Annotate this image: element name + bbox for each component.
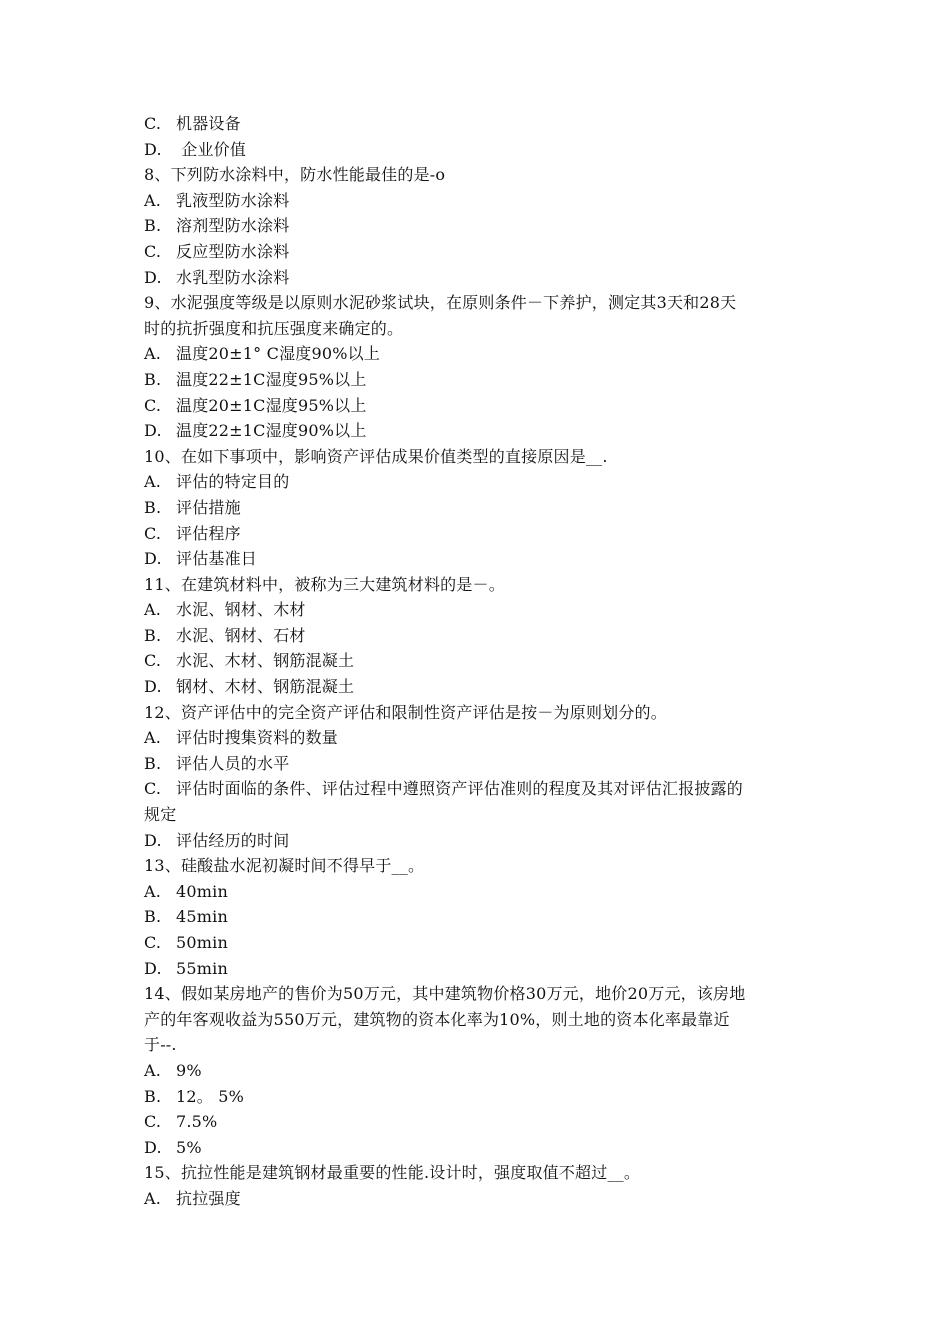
answer-option [144, 751, 830, 777]
option-letter: A. [144, 1060, 162, 1080]
option-letter: D. [144, 677, 162, 697]
answer-option [144, 188, 830, 214]
option-letter: C. [144, 933, 162, 952]
answer-option [144, 1109, 830, 1135]
option-letter: D. [144, 139, 162, 159]
question-text: 产的年客观收益为550万元，建筑物的资本化率为10%，则土地的资本化率最靠近 [144, 1009, 730, 1029]
option-text: 评估经历的时间 [176, 830, 290, 850]
option-letter: D. [144, 1137, 162, 1157]
question-text: 11、在建筑材料中，被称为三大建筑材料的是－。 [144, 574, 505, 594]
option-text: 机器设备 [176, 114, 241, 133]
answer-option [144, 1058, 830, 1084]
option-letter: A. [144, 881, 162, 901]
option-text: 温度20±1C湿度95%以上 [176, 395, 367, 415]
option-text: 水泥、木材、钢筋混凝土 [176, 651, 355, 671]
option-text: 抗拉强度 [176, 1188, 241, 1208]
option-text: 企业价值 [176, 139, 247, 159]
question-text: 13、硅酸盐水泥初凝时间不得早于__。 [144, 856, 425, 876]
option-text: 50min [176, 933, 228, 952]
option-text: 钢材、木材、钢筋混凝土 [176, 677, 355, 697]
question-text: 规定 [144, 805, 177, 825]
option-text: 乳液型防水涂料 [176, 190, 290, 210]
option-text: 温度22±1C湿度90%以上 [176, 421, 367, 441]
question-text: 10、在如下事项中，影响资产评估成果价值类型的直接原因是__. [144, 446, 608, 466]
answer-option [144, 469, 830, 495]
answer-option [144, 418, 830, 444]
option-letter: A. [144, 344, 162, 364]
option-letter: C. [144, 241, 162, 261]
answer-option [144, 265, 830, 291]
option-text: 温度22±1C湿度95%以上 [176, 369, 367, 389]
option-text: 评估的特定目的 [176, 472, 290, 492]
answer-option [144, 521, 830, 547]
option-text: 温度20±1° C湿度90%以上 [176, 344, 381, 364]
option-letter: A. [144, 600, 162, 620]
option-text: 评估基准日 [176, 549, 258, 569]
answer-option [144, 239, 830, 265]
answer-option [144, 393, 830, 419]
option-text: 40min [176, 881, 228, 901]
question-text: 于--. [144, 1035, 177, 1055]
option-text: 评估程序 [176, 523, 241, 543]
option-text: 评估时搜集资料的数量 [176, 728, 339, 748]
option-letter: C. [144, 1112, 162, 1132]
option-text: 12。 5% [176, 1086, 245, 1106]
option-letter: C. [144, 651, 162, 671]
option-letter: B. [144, 625, 162, 645]
answer-option [144, 648, 830, 674]
option-letter: B. [144, 497, 162, 517]
option-letter: B. [144, 753, 162, 773]
answer-option [144, 597, 830, 623]
question-text: 8、下列防水涂料中，防水性能最佳的是-o [144, 165, 446, 185]
option-text: 水泥、钢材、石材 [176, 625, 306, 645]
option-letter: D. [144, 830, 162, 850]
answer-option [144, 137, 830, 163]
answer-option [144, 367, 830, 393]
option-letter: A. [144, 1188, 162, 1208]
option-letter: C. [144, 395, 162, 415]
question-text: 15、抗拉性能是建筑钢材最重要的性能.设计时，强度取值不超过__。 [144, 1163, 641, 1183]
option-letter: A. [144, 728, 162, 748]
answer-option [144, 956, 830, 982]
option-text: 评估人员的水平 [176, 753, 290, 773]
option-text: 9% [176, 1060, 202, 1080]
option-text: 45min [176, 907, 228, 927]
answer-option [144, 623, 830, 649]
option-letter: D. [144, 549, 162, 569]
option-letter: D. [144, 267, 162, 287]
answer-option [144, 495, 830, 521]
option-text: 水泥、钢材、木材 [176, 600, 306, 620]
answer-option [144, 1186, 830, 1212]
option-letter: B. [144, 369, 162, 389]
option-text: 评估措施 [176, 497, 241, 517]
answer-option [144, 1084, 830, 1110]
question-text: 12、资产评估中的完全资产评估和限制性资产评估是按－为原则划分的。 [144, 702, 667, 722]
answer-option [144, 341, 830, 367]
option-letter: A. [144, 190, 162, 210]
option-letter: D. [144, 958, 162, 978]
answer-option [144, 904, 830, 930]
question-text: 时的抗折强度和抗压强度来确定的。 [144, 318, 404, 338]
answer-option [144, 930, 830, 956]
option-letter: C. [144, 779, 162, 799]
option-letter: C. [144, 114, 162, 133]
answer-option [144, 1135, 830, 1161]
option-text: 反应型防水涂料 [176, 241, 290, 261]
option-letter: B. [144, 907, 162, 927]
option-letter: C. [144, 523, 162, 543]
question-text: 14、假如某房地产的售价为50万元，其中建筑物价格30万元，地价20万元，该房地 [144, 984, 746, 1004]
option-text: 7.5% [176, 1112, 218, 1132]
answer-option [144, 546, 830, 572]
option-letter: B. [144, 1086, 162, 1106]
answer-option [144, 776, 830, 802]
option-text: 水乳型防水涂料 [176, 267, 290, 287]
answer-option [144, 213, 830, 239]
answer-option [144, 879, 830, 905]
question-text: 9、水泥强度等级是以原则水泥砂浆试块，在原则条件－下养护，测定其3天和28天 [144, 293, 737, 313]
answer-option [144, 828, 830, 854]
option-text: 溶剂型防水涂料 [176, 216, 290, 236]
option-text: 5% [176, 1137, 202, 1157]
option-text: 55min [176, 958, 228, 978]
option-text: 评估时面临的条件、评估过程中遵照资产评估准则的程度及其对评估汇报披露的 [176, 779, 744, 799]
answer-option [144, 725, 830, 751]
option-letter: D. [144, 421, 162, 441]
option-letter: A. [144, 472, 162, 492]
option-letter: B. [144, 216, 162, 236]
answer-option [144, 674, 830, 700]
answer-option [144, 111, 830, 137]
